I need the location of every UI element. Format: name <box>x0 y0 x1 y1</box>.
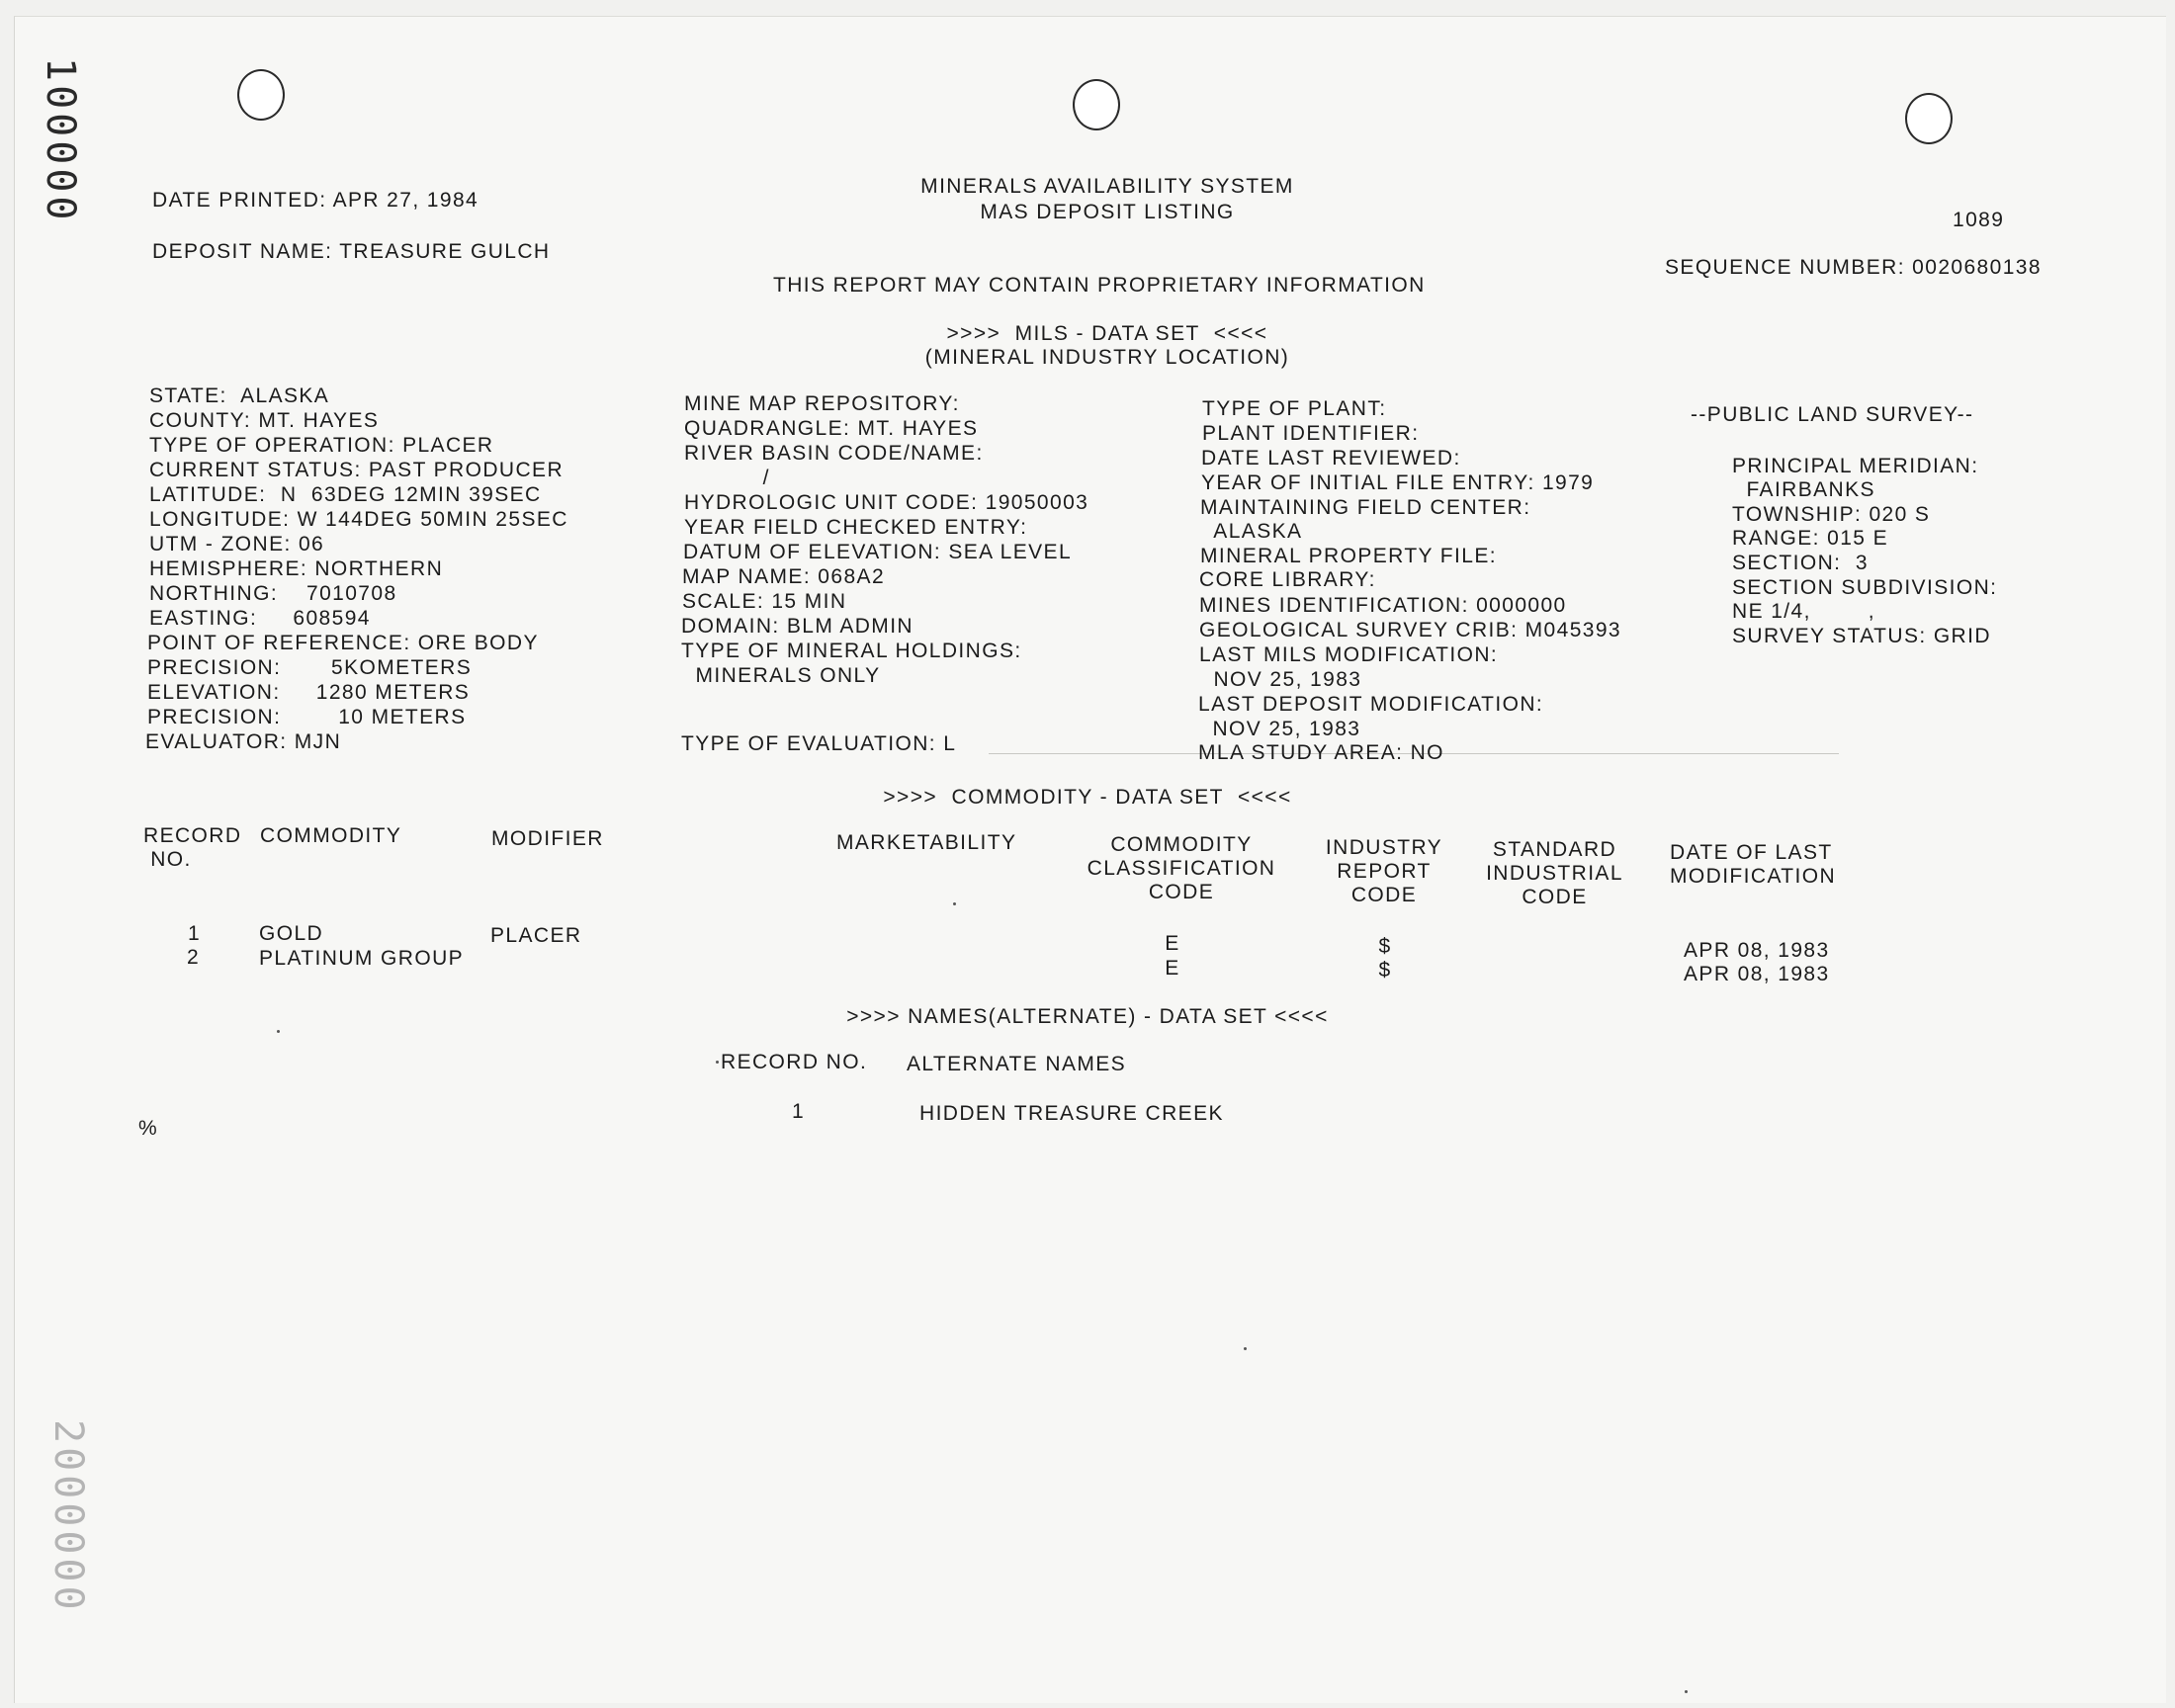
field-point-of-reference: POINT OF REFERENCE: ORE BODY <box>147 632 539 654</box>
field-scale: SCALE: 15 MIN <box>682 590 847 613</box>
paper-speck <box>1244 1347 1247 1350</box>
field-datum-of-elevation: DATUM OF ELEVATION: SEA LEVEL <box>683 541 1073 563</box>
header-date-of-last-modification: DATE OF LAST MODIFICATION <box>1670 841 1837 888</box>
field-last-mils-modification-date: NOV 25, 1983 <box>1199 668 1362 691</box>
field-date-last-reviewed: DATE LAST REVIEWED: <box>1201 447 1461 470</box>
field-current-status: CURRENT STATUS: PAST PRODUCER <box>149 459 565 481</box>
paper-speck <box>1685 1690 1688 1693</box>
field-last-mils-modification: LAST MILS MODIFICATION: <box>1199 643 1499 666</box>
field-range: RANGE: 015 E <box>1732 527 1889 550</box>
field-mineral-holdings: TYPE OF MINERAL HOLDINGS: <box>681 640 1022 662</box>
header-commodity: COMMODITY <box>260 824 402 847</box>
field-longitude: LONGITUDE: W 144DEG 50MIN 25SEC <box>149 508 568 531</box>
proprietary-notice: THIS REPORT MAY CONTAIN PROPRIETARY INFORMATION <box>773 274 1426 297</box>
field-state: STATE: ALASKA <box>149 384 330 407</box>
header-standard-industrial-code: STANDARD INDUSTRIAL CODE <box>1486 838 1623 908</box>
commodity-title: >>>> COMMODITY - DATA SET <<<< <box>883 786 1292 809</box>
field-precision-location: PRECISION: 5KOMETERS <box>147 656 473 679</box>
names-header-alternate-names: ALTERNATE NAMES <box>907 1053 1127 1075</box>
cell-date: APR 08, 1983 <box>1684 939 1830 962</box>
field-river-basin: RIVER BASIN CODE/NAME: <box>684 442 984 465</box>
names-title: >>>> NAMES(ALTERNATE) - DATA SET <<<< <box>846 1005 1329 1028</box>
field-precision-elevation: PRECISION: 10 METERS <box>147 706 467 728</box>
field-year-initial-entry: YEAR OF INITIAL FILE ENTRY: 1979 <box>1201 471 1595 494</box>
names-cell-alternate-name: HIDDEN TREASURE CREEK <box>919 1102 1224 1125</box>
field-mineral-holdings-value: MINERALS ONLY <box>681 664 881 687</box>
field-river-basin-value: / <box>684 467 770 489</box>
listing-title: MAS DEPOSIT LISTING <box>980 201 1235 223</box>
system-title: MINERALS AVAILABILITY SYSTEM <box>920 175 1294 198</box>
public-land-survey-title: --PUBLIC LAND SURVEY-- <box>1691 403 1974 426</box>
field-latitude: LATITUDE: N 63DEG 12MIN 39SEC <box>149 483 542 506</box>
cell-commodity: GOLD <box>259 922 324 945</box>
side-stamp-bottom: 2000000 <box>45 1419 91 1614</box>
mils-subtitle: (MINERAL INDUSTRY LOCATION) <box>924 346 1290 369</box>
paper-speck <box>277 1030 280 1033</box>
field-utm-zone: UTM - ZONE: 06 <box>149 533 325 555</box>
side-stamp-top: 100000 <box>38 57 83 224</box>
field-map-name: MAP NAME: 068A2 <box>682 565 886 588</box>
field-elevation: ELEVATION: 1280 METERS <box>147 681 471 704</box>
cell-record-no: 1 <box>188 922 202 945</box>
field-mla-study-area: MLA STUDY AREA: NO <box>1198 741 1444 764</box>
field-northing: NORTHING: 7010708 <box>149 582 397 605</box>
field-section-subdivision-value: NE 1/4, , <box>1732 600 1875 623</box>
header-record-no: RECORD NO. <box>143 824 242 871</box>
field-mine-map-repository: MINE MAP REPOSITORY: <box>684 392 960 415</box>
header-modifier: MODIFIER <box>491 827 604 850</box>
field-mineral-property-file: MINERAL PROPERTY FILE: <box>1200 545 1497 567</box>
header-marketability: MARKETABILITY <box>836 831 1017 854</box>
field-core-library: CORE LIBRARY: <box>1199 568 1376 591</box>
end-mark: % <box>138 1117 159 1140</box>
cell-industry-report-code: $ <box>1378 935 1392 958</box>
cell-record-no: 2 <box>187 946 201 969</box>
names-cell-record-no: 1 <box>792 1100 806 1123</box>
cell-modifier: PLACER <box>490 924 582 947</box>
field-type-of-evaluation: TYPE OF EVALUATION: L <box>681 732 957 755</box>
field-survey-status: SURVEY STATUS: GRID <box>1732 625 1991 647</box>
field-geological-survey-crib: GEOLOGICAL SURVEY CRIB: M045393 <box>1199 619 1622 641</box>
field-principal-meridian-value: FAIRBANKS <box>1732 478 1875 501</box>
field-section-subdivision: SECTION SUBDIVISION: <box>1732 576 1998 599</box>
field-domain: DOMAIN: BLM ADMIN <box>681 615 914 638</box>
field-hemisphere: HEMISPHERE: NORTHERN <box>149 557 444 580</box>
punch-hole-right <box>1905 93 1953 144</box>
deposit-name: DEPOSIT NAME: TREASURE GULCH <box>152 240 551 263</box>
field-section: SECTION: 3 <box>1732 552 1869 574</box>
cell-date: APR 08, 1983 <box>1684 963 1830 985</box>
punch-hole-left <box>237 69 285 121</box>
cell-commodity: PLATINUM GROUP <box>259 947 465 970</box>
field-last-deposit-modification: LAST DEPOSIT MODIFICATION: <box>1198 693 1544 716</box>
field-last-deposit-modification-date: NOV 25, 1983 <box>1198 718 1361 740</box>
field-maintaining-center: MAINTAINING FIELD CENTER: <box>1200 496 1531 519</box>
page-number: 1089 <box>1953 209 2005 231</box>
field-maintaining-center-value: ALASKA <box>1200 520 1303 543</box>
field-operation-type: TYPE OF OPERATION: PLACER <box>149 434 494 457</box>
field-quadrangle: QUADRANGLE: MT. HAYES <box>684 417 979 440</box>
mils-title: >>>> MILS - DATA SET <<<< <box>946 322 1268 345</box>
punch-hole-center <box>1073 79 1120 130</box>
paper-speck <box>953 902 956 905</box>
header-industry-report-code: INDUSTRY REPORT CODE <box>1325 836 1443 906</box>
names-header-record-no: RECORD NO. <box>721 1051 868 1073</box>
field-plant-identifier: PLANT IDENTIFIER: <box>1202 422 1420 445</box>
field-type-of-plant: TYPE OF PLANT: <box>1202 397 1387 420</box>
field-mines-identification: MINES IDENTIFICATION: 0000000 <box>1199 594 1567 617</box>
cell-classification-code: E <box>1165 932 1180 955</box>
field-evaluator: EVALUATOR: MJN <box>145 730 342 753</box>
field-principal-meridian: PRINCIPAL MERIDIAN: <box>1732 455 1979 477</box>
cell-industry-report-code: $ <box>1378 959 1392 982</box>
paper-speck <box>716 1061 719 1064</box>
header-classification-code: COMMODITY CLASSIFICATION CODE <box>1087 833 1276 903</box>
field-county: COUNTY: MT. HAYES <box>149 409 380 432</box>
field-easting: EASTING: 608594 <box>149 607 371 630</box>
field-year-field-checked: YEAR FIELD CHECKED ENTRY: <box>684 516 1028 539</box>
sequence-number: SEQUENCE NUMBER: 0020680138 <box>1665 256 2042 279</box>
date-printed: DATE PRINTED: APR 27, 1984 <box>152 189 479 212</box>
cell-classification-code: E <box>1165 957 1180 980</box>
field-hydrologic-unit-code: HYDROLOGIC UNIT CODE: 19050003 <box>684 491 1089 514</box>
field-township: TOWNSHIP: 020 S <box>1732 503 1931 526</box>
